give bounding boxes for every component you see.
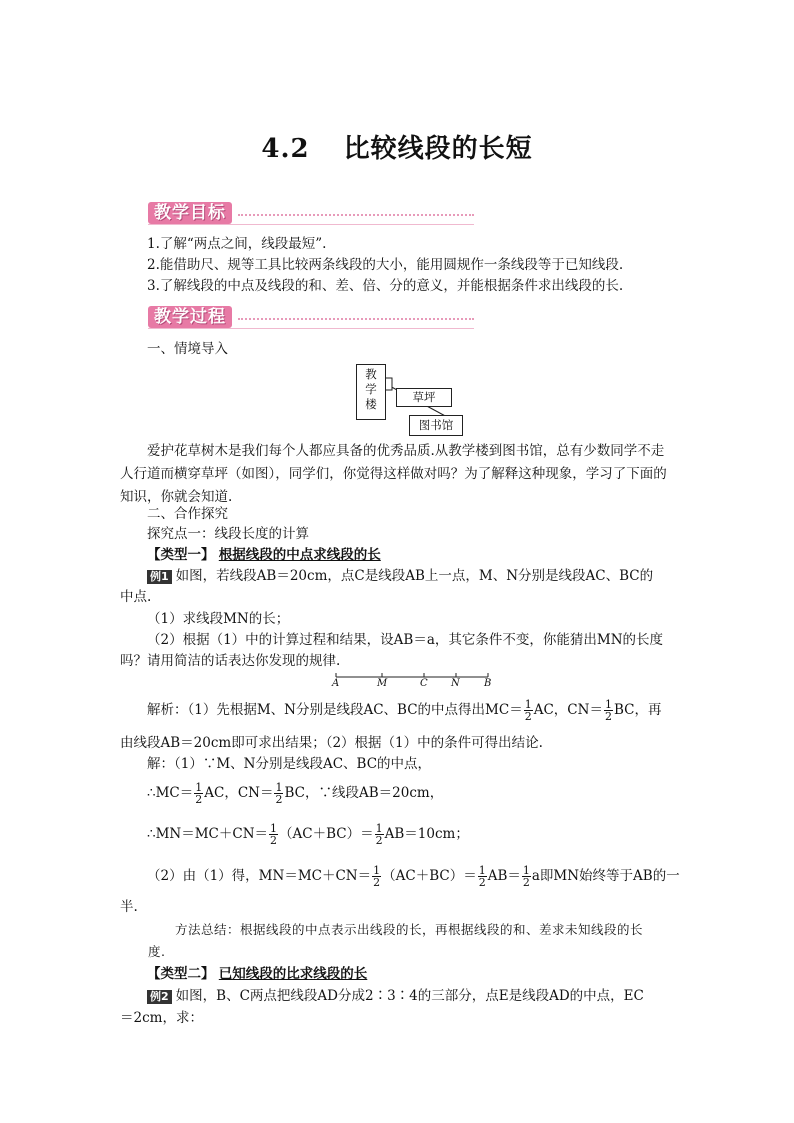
process-banner — [148, 306, 474, 330]
point-label-m: M — [377, 678, 388, 689]
point-label-c: C — [420, 678, 428, 689]
segment-figure — [330, 672, 494, 692]
lawn-box: 草坪 — [396, 388, 452, 407]
goals-banner — [148, 202, 474, 226]
goal-item-1: 1.了解“两点之间，线段最短”. — [147, 236, 327, 252]
type2-heading: 【类型二】 已知线段的比求线段的长 — [147, 966, 368, 982]
analysis-line2: 由线段AB＝20cm即可求出结果；（2）根据（1）中的条件可得出结论. — [120, 735, 543, 751]
goal-item-3: 3.了解线段的中点及线段的和、差、倍、分的意义，并能根据条件求出线段的长. — [147, 278, 624, 294]
method-summary-2: 度. — [148, 944, 166, 959]
goal-item-2: 2.能借助尺、规等工具比较两条线段的大小，能用圆规作一条线段等于已知线段. — [147, 257, 624, 273]
solution-line2: ∴MC＝ $\frac{1}{2}$ AC，CN＝ $\frac{1}{2}$ BC，∵线段AB＝20cm， — [147, 781, 444, 806]
point-label-n: N — [451, 678, 460, 689]
point-label-a: A — [332, 678, 340, 689]
process-heading: 教学过程 — [148, 306, 232, 328]
building-box: 教 学 楼 — [356, 364, 386, 420]
goals-heading: 教学目标 — [148, 202, 232, 224]
analysis-line1: 解析：（1）先根据M、N分别是线段AC、BC的中点得出MC＝ $\frac{1}{2}$ AC，CN＝ $\frac{1}{2}$ BC，再 — [147, 698, 662, 723]
section-title: 比较线段的长短 — [343, 134, 533, 164]
example1-line2: 中点. — [120, 589, 152, 605]
solution-line5: 半. — [120, 899, 138, 915]
intro-paragraph: 爱护花草树木是我们每个人都应具备的优秀品质.从教学楼到图书馆，总有少数同学不走人行道而横穿草坪（如图），同学们，你觉得这样做对吗？为了解释这种现象，学习了下面的知识，你就会知道. — [120, 443, 667, 505]
example1-badge: 例1 — [147, 570, 172, 584]
library-box: 图书馆 — [409, 415, 463, 436]
intro-heading: 一、情境导入 — [147, 341, 228, 357]
campus-diagram — [356, 360, 464, 438]
example2-line2: ＝2cm，求： — [120, 1010, 203, 1026]
section-number: 4.2 — [261, 134, 310, 164]
type1-heading: 【类型一】 根据线段的中点求线段的长 — [147, 547, 381, 563]
example1-q2a: （2）根据（1）中的计算过程和结果，设AB＝a，其它条件不变，你能猜出MN的长度 — [147, 632, 664, 648]
point1-heading: 探究点一：线段长度的计算 — [147, 526, 309, 542]
example1-line1: 例1 如图，若线段AB＝20cm，点C是线段AB上一点，M、N分别是线段AC、BC的 — [147, 566, 653, 586]
point-label-b: B — [484, 678, 492, 689]
solution-line3: ∴MN＝MC＋CN＝ $\frac{1}{2}$ （AC＋BC）＝ $\frac{1}{2}$ AB＝10cm； — [147, 822, 469, 847]
solution-line1: 解：（1）∵M、N分别是线段AC、BC的中点， — [147, 756, 432, 772]
example1-q2b: 吗？请用简洁的话表达你发现的规律. — [120, 653, 341, 669]
example2-line1: 例2 如图，B、C两点把线段AD分成2∶3∶4的三部分，点E是线段AD的中点，EC — [147, 986, 644, 1006]
explore-heading: 二、合作探究 — [147, 506, 228, 522]
method-summary-1: 方法总结：根据线段的中点表示出线段的长，再根据线段的和、差求未知线段的长 — [175, 922, 644, 937]
solution-line4: （2）由（1）得，MN＝MC＋CN＝ $\frac{1}{2}$ （AC＋BC）＝ $\frac{1}{2}$ AB＝ $\frac{1}{2}$ a即MN始终等于AB的一 — [147, 864, 680, 889]
example1-q1: （1）求线段MN的长； — [147, 611, 290, 627]
page-title — [0, 128, 794, 165]
example2-badge: 例2 — [147, 990, 172, 1004]
